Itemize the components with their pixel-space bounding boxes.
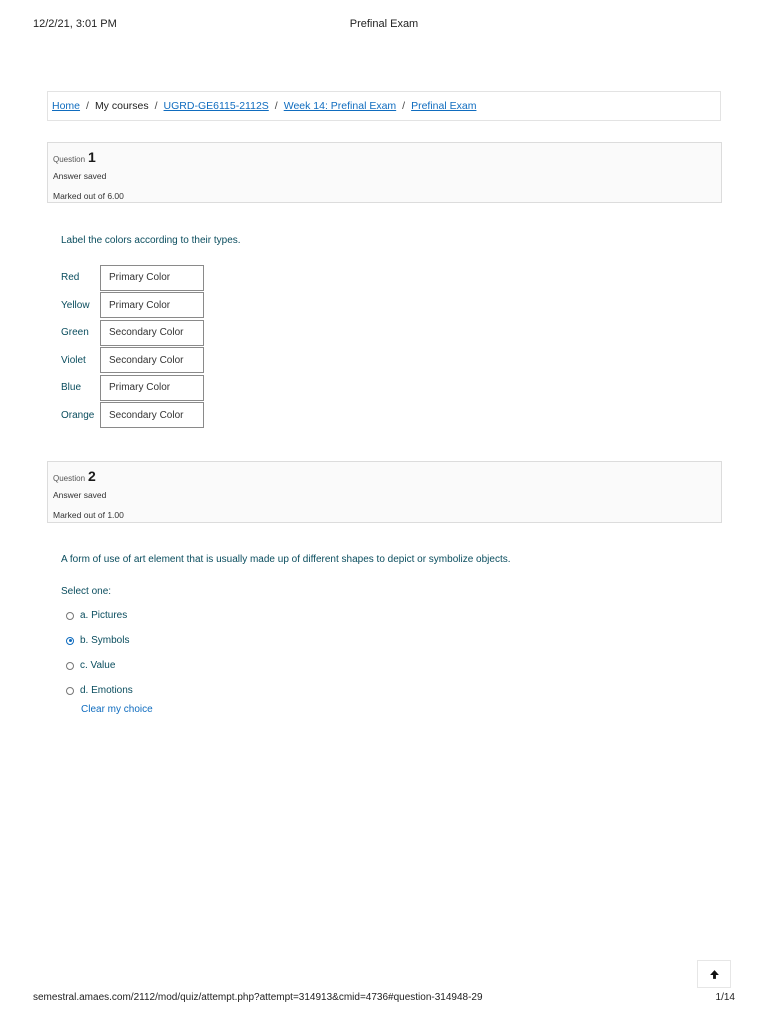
page-number: 1/14 [715, 992, 735, 1003]
option-c[interactable] [66, 653, 133, 678]
question-marks: Marked out of 1.00 [53, 510, 124, 520]
option-b[interactable] [66, 628, 133, 653]
breadcrumb-separator: / [154, 100, 158, 112]
select-one-label: Select one: [61, 586, 112, 597]
breadcrumb-separator: / [86, 100, 89, 112]
question-label: Question [53, 474, 86, 483]
option-a[interactable] [66, 603, 133, 628]
clear-choice-link[interactable]: Clear my choice [81, 704, 153, 715]
print-title: Prefinal Exam [349, 18, 419, 30]
question-1-text: Label the colors according to their types. [61, 235, 241, 246]
answer-select[interactable]: Secondary Color [100, 402, 204, 428]
question-marks: Marked out of 6.00 [53, 191, 124, 201]
breadcrumb-course-link[interactable]: UGRD-GE6115-2112S [163, 100, 269, 112]
question-2-info [47, 461, 722, 523]
back-to-top-button[interactable] [697, 960, 731, 988]
option-label: c. Value [80, 660, 116, 671]
question-label: Question [53, 155, 86, 164]
breadcrumb-separator: / [274, 100, 278, 112]
option-label: a. Pictures [80, 610, 128, 621]
answer-select[interactable]: Primary Color [100, 375, 204, 401]
matching-row [61, 264, 204, 292]
answer-options [66, 603, 133, 703]
question-2-text: A form of use of art element that is usually made up of different shapes to depict or symbolize objects. [61, 554, 511, 565]
option-d[interactable] [66, 678, 133, 703]
matching-item-label: Red [61, 272, 80, 284]
matching-row [61, 347, 204, 375]
radio-button[interactable] [66, 612, 74, 620]
breadcrumb-week-link[interactable]: Week 14: Prefinal Exam [283, 100, 397, 112]
breadcrumb-my-courses: My courses [94, 100, 149, 112]
matching-table [61, 264, 204, 429]
radio-button[interactable] [66, 662, 74, 670]
radio-button[interactable] [66, 687, 74, 695]
matching-item-label: Orange [61, 409, 95, 421]
matching-item-label: Blue [61, 382, 82, 394]
matching-row [61, 374, 204, 402]
question-status: Answer saved [53, 490, 107, 500]
matching-row [61, 319, 204, 347]
question-status: Answer saved [53, 171, 107, 181]
matching-item-label: Green [61, 327, 89, 339]
matching-row [61, 402, 204, 430]
arrow-up-icon [709, 969, 720, 980]
page-url: semestral.amaes.com/2112/mod/quiz/attempt.php?attempt=314913&cmid=4736#question-314948-29 [33, 992, 483, 1003]
matching-row [61, 292, 204, 320]
option-label: b. Symbols [80, 635, 130, 646]
matching-item-label: Yellow [61, 299, 90, 311]
option-label: d. Emotions [80, 685, 133, 696]
question-1-info [47, 142, 722, 203]
breadcrumb [47, 91, 721, 121]
breadcrumb-page-link[interactable]: Prefinal Exam [411, 100, 477, 112]
answer-select[interactable]: Primary Color [100, 292, 204, 318]
question-number: 2 [88, 468, 96, 484]
breadcrumb-home-link[interactable]: Home [52, 100, 81, 112]
radio-button-checked[interactable] [66, 637, 74, 645]
answer-select[interactable]: Secondary Color [100, 320, 204, 346]
print-date: 12/2/21, 3:01 PM [33, 18, 117, 30]
breadcrumb-separator: / [402, 100, 406, 112]
matching-item-label: Violet [61, 354, 86, 366]
answer-select[interactable]: Primary Color [100, 265, 204, 291]
answer-select[interactable]: Secondary Color [100, 347, 204, 373]
question-number: 1 [88, 149, 96, 165]
